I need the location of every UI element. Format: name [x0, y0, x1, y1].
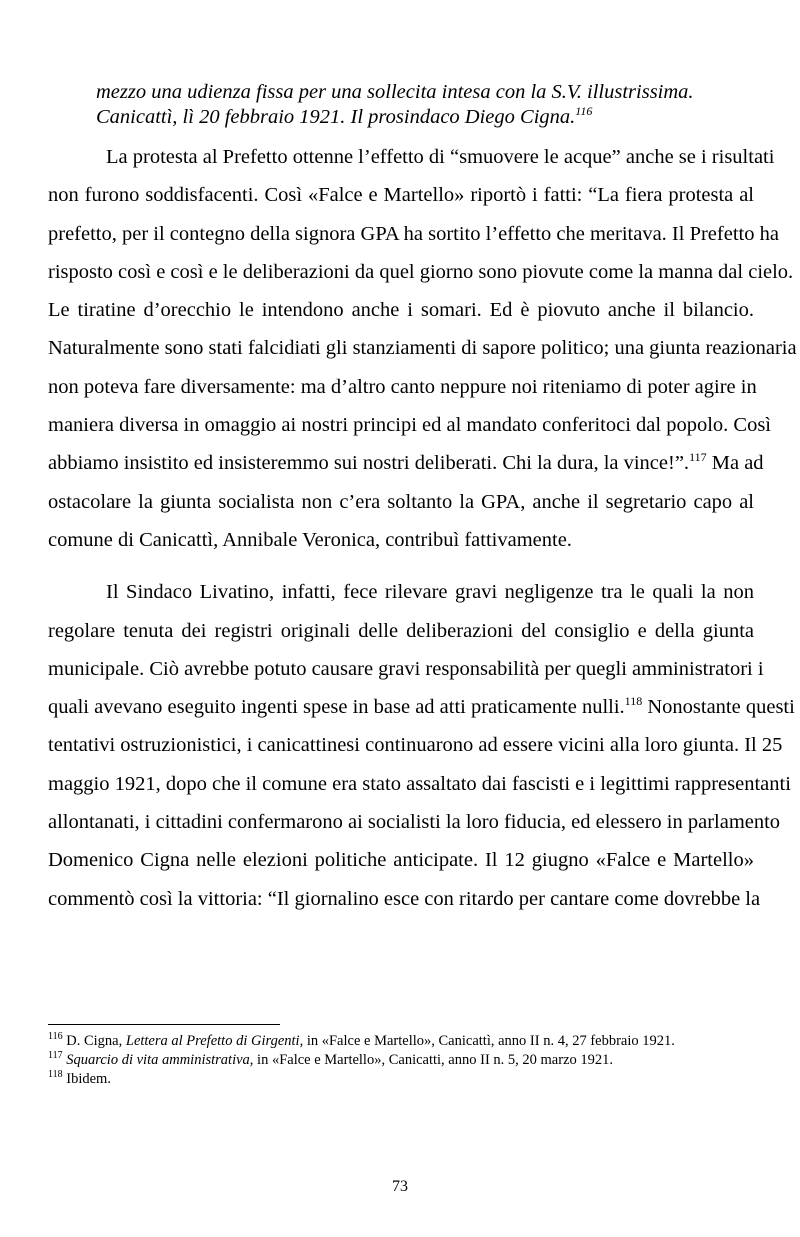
text-line: tentativi ostruzionistici, i canicattinesi continuarono ad essere vicini alla loro giunta. Il 25 — [48, 734, 783, 757]
footnote-title: Lettera al Prefetto di Girgenti — [125, 1033, 300, 1049]
quote-line: mezzo una udienza fissa per una sollecita intesa con la S.V. illustrissima. — [96, 81, 694, 103]
footnote-number: 116 — [48, 1031, 63, 1043]
text-line: comune di Canicattì, Annibale Veronica, contribuì fattivamente. — [48, 528, 572, 551]
text-line: municipale. Ciò avrebbe potuto causare gravi responsabilità per quegli amministratori i — [48, 657, 764, 680]
text-line: Le tiratine d’orecchio le intendono anche i somari. Ed è piovuto anche il bilancio. — [48, 299, 754, 322]
footnote: $^{117}$ Squarcio di vita amministrativa, in «Falce e Martello», Canicatti, anno II n. 5, 20 marzo 1921. — [48, 1050, 614, 1068]
text-line: commentò così la vittoria: “Il giornalino esce con ritardo per cantare come dovrebbe la — [48, 887, 761, 910]
body-text — [48, 138, 797, 918]
footnote-ref: 117 — [689, 450, 707, 465]
footnote-number: 118 — [48, 1069, 63, 1081]
text-line: non furono soddisfacenti. Così «Falce e Martello» riportò i fatti: “La fiera protesta al — [48, 184, 754, 207]
text-line: Naturalmente sono stati falcidiati gli stanziamenti di sapore politico; una giunta reazionaria — [48, 337, 797, 360]
text-line: Il Sindaco Livatino, infatti, fece rilevare gravi negligenze tra le quali la non — [106, 581, 754, 604]
footnote-ref: 118 — [624, 694, 643, 709]
text-line: maggio 1921, dopo che il comune era stato assaltato dai fascisti e i legittimi rappresentanti — [48, 772, 791, 795]
footnote: $^{116}$ D. Cigna, Lettera al Prefetto di Girgenti, in «Falce e Martello», Canicattì, anno II n. 4, 27 febbraio 1921. — [48, 1031, 675, 1049]
footnote-number: 117 — [48, 1050, 63, 1062]
text-line: ostacolare la giunta socialista non c’era soltanto la GPA, anche il segretario capo al — [48, 490, 754, 513]
text-line: risposto così e così e le deliberazioni da quel giorno sono piovute come la manna dal cielo. — [48, 260, 794, 283]
text-line: regolare tenuta dei registri originali delle deliberazioni del consiglio e della giunta — [48, 619, 754, 642]
text-line: prefetto, per il contegno della signora GPA ha sortito l’effetto che meritava. Il Prefetto ha — [48, 222, 779, 245]
text-line: Domenico Cigna nelle elezioni politiche anticipate. Il 12 giugno «Falce e Martello» — [48, 849, 754, 872]
footnotes — [48, 1032, 758, 1089]
footnote-separator — [48, 1024, 280, 1025]
text-line: maniera diversa in omaggio ai nostri principi ed al mandato conferitoci dal popolo. Così — [48, 414, 772, 437]
paragraph — [48, 573, 795, 918]
text-line: non poteva fare diversamente: ma d’altro canto neppure noi riteniamo di poter agire in — [48, 375, 757, 398]
text-line: quali avevano eseguito ingenti spese in base ad atti praticamente nulli.$^{118}$ Nonostante questi — [48, 694, 795, 719]
page-number: 73 — [392, 1178, 408, 1195]
block-quote — [96, 80, 756, 130]
text-line: La protesta al Prefetto ottenne l’effetto di “smuovere le acque” anche se i risultati — [106, 146, 775, 168]
quote-line: Canicattì, lì 20 febbraio 1921. Il prosindaco Diego Cigna.$^{116}$ — [96, 104, 593, 128]
text-line: allontanati, i cittadini confermarono ai socialisti la loro fiducia, ed elessero in parlamento — [48, 811, 781, 834]
footnote: $^{118}$ Ibidem. — [48, 1069, 111, 1087]
text-line: abbiamo insistito ed insisteremmo sui nostri deliberati. Chi la dura, la vince!”.$^{117}$ Ma ad — [48, 450, 764, 475]
paragraph — [48, 138, 797, 559]
footnote-ref: 116 — [575, 104, 593, 119]
footnote-title: Squarcio di vita amministrativa — [66, 1052, 250, 1068]
